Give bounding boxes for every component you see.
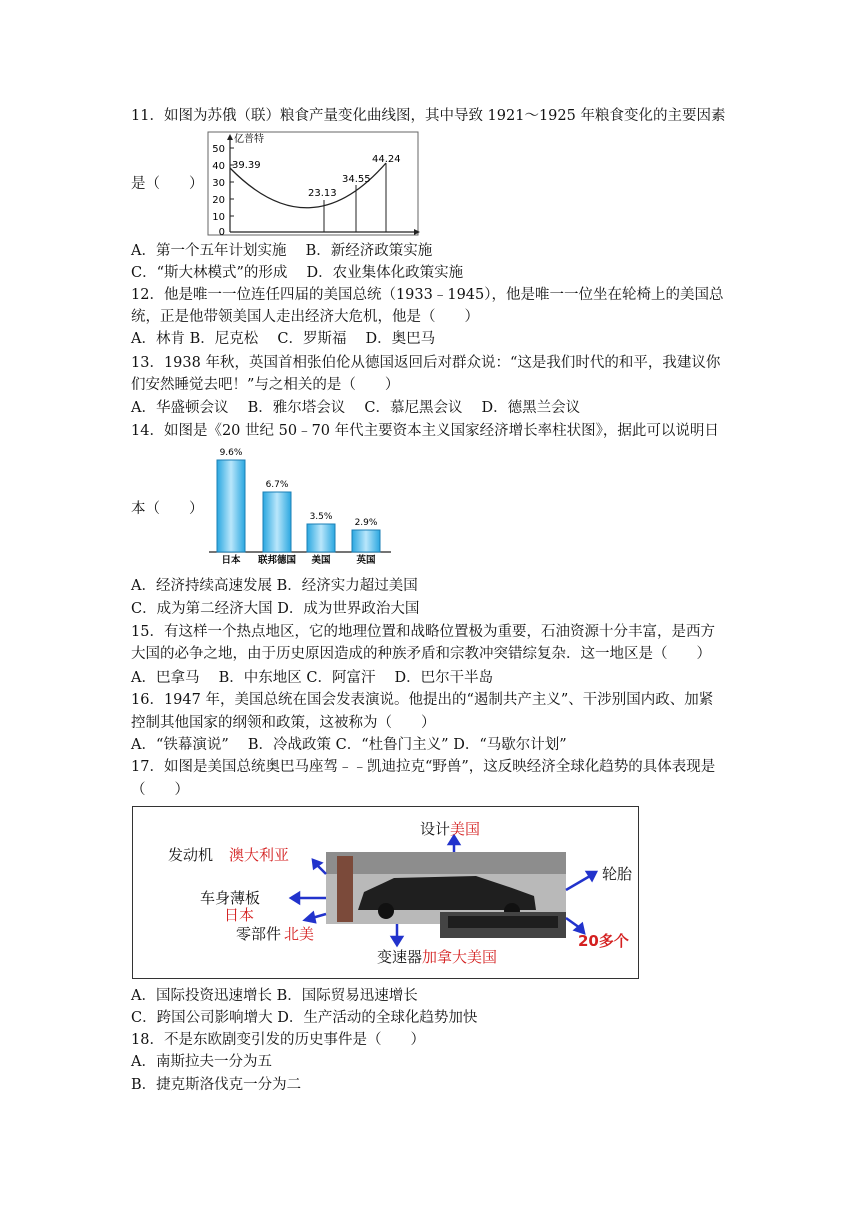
data-label: 44.24 [372, 154, 401, 165]
bar-category-label: 联邦德国 [257, 555, 297, 564]
y-tick: 0 [218, 227, 225, 238]
q14-stem-line1: 14．如图是《20 世纪 50﹣70 年代主要资本主义国家经济增长率柱状图》，据此可以说明日 [131, 423, 719, 439]
bar-japan [217, 460, 245, 552]
bar-category-label: 日本 [221, 555, 241, 564]
grain-output-line-chart [200, 130, 422, 238]
q17-stem-line1: 17．如图是美国总统奥巴马座驾﹣﹣凯迪拉克“野兽”，这反映经济全球化趋势的具体表现是 [131, 759, 716, 775]
q18-stem: 18．不是东欧剧变引发的历史事件是（ ） [131, 1032, 425, 1048]
data-label: 34.55 [342, 174, 371, 185]
data-label: 39.39 [232, 160, 261, 171]
bar-value-label: 9.6% [219, 448, 243, 458]
q11-option-a-b: A．第一个五年计划实施 B．新经济政策实施 [131, 243, 433, 259]
y-tick: 30 [212, 178, 225, 189]
q13-stem-line1: 13．1938 年秋，英国首相张伯伦从德国返回后对群众说：“这是我们时代的和平，我建议你 [131, 355, 721, 371]
q15-stem-line2: 大国的必争之地，由于历史原因造成的种族矛盾和宗教冲突错综复杂．这一地区是（ ） [131, 646, 711, 662]
q14-stem-line2: 本（ ） [131, 501, 204, 517]
q13-options: A．华盛顿会议 B．雅尔塔会议 C．慕尼黑会议 D．德黑兰会议 [131, 400, 581, 416]
q16-stem-line2: 控制其他国家的纲领和政策，这被称为（ ） [131, 715, 436, 731]
bar-uk [352, 530, 380, 552]
q14-option-c-d: C．成为第二经济大国 D．成为世界政治大国 [131, 601, 420, 617]
q13-stem-line2: 们安然睡觉去吧！”与之相关的是（ ） [131, 377, 400, 393]
q18-option-a: A．南斯拉夫一分为五 [131, 1054, 272, 1070]
q18-option-b: B．捷克斯洛伐克一分为二 [131, 1077, 302, 1093]
transmission-place: 加拿大美国 [422, 948, 498, 966]
bar-category-label: 美国 [311, 555, 331, 564]
q16-stem-line1: 16．1947 年，美国总统在国会发表演说。他提出的“遏制共产主义”、干涉别国内政、加紧 [131, 692, 714, 708]
growth-rate-bar-chart [205, 444, 395, 564]
q17-option-c-d: C．跨国公司影响增大 D．生产活动的全球化趋势加快 [131, 1010, 478, 1026]
more-countries-label: 20多个 [578, 932, 629, 950]
y-tick: 40 [212, 161, 225, 172]
q12-options: A．林肯 B．尼克松 C．罗斯福 D．奥巴马 [131, 331, 436, 347]
tire-label: 轮胎 [602, 865, 633, 883]
q11-stem-line1: 11．如图为苏俄（联）粮食产量变化曲线图，其中导致 1921～1925 年粮食变化的主要因素 [131, 108, 726, 124]
q12-stem-line1: 12．他是唯一一位连任四届的美国总统（1933﹣1945），他是唯一一位坐在轮椅上的美国总 [131, 287, 724, 303]
y-tick: 50 [212, 144, 225, 155]
q15-stem-line1: 15．有这样一个热点地区，它的地理位置和战略位置极为重要，石油资源十分丰富，是西方 [131, 624, 715, 640]
bar-value-label: 2.9% [354, 518, 378, 528]
car-globalization-diagram [132, 806, 639, 979]
q15-options: A．巴拿马 B．中东地区 C．阿富汗 D．巴尔干半岛 [131, 670, 494, 686]
q12-stem-line2: 统，正是他带领美国人走出经济大危机，他是（ ） [131, 309, 479, 325]
bar-category-label: 英国 [356, 555, 376, 564]
bar-value-label: 6.7% [265, 480, 289, 490]
transmission-label: 变速器 [377, 948, 423, 966]
q16-options: A．“铁幕演说” B．冷战政策 C．“杜鲁门主义” D．“马歇尔计划” [131, 737, 567, 753]
engine-place: 澳大利亚 [229, 846, 290, 864]
q14-option-a-b: A．经济持续高速发展 B．经济实力超过美国 [131, 578, 418, 594]
engine-label: 发动机 [168, 846, 214, 864]
y-unit: 亿普特 [234, 134, 264, 145]
bar-value-label: 3.5% [309, 512, 333, 522]
q17-stem-line2: （ ） [131, 782, 189, 798]
design-place: 美国 [450, 820, 481, 838]
q11-option-c-d: C．“斯大林模式”的形成 D．农业集体化政策实施 [131, 265, 464, 281]
bar-west-germany [263, 492, 291, 552]
parts-place: 北美 [284, 925, 315, 943]
y-tick: 20 [212, 195, 225, 206]
body-place: 日本 [224, 906, 255, 924]
q11-stem-line2: 是（ ） [131, 176, 204, 192]
parts-label: 零部件 [236, 925, 282, 943]
q17-option-a-b: A．国际投资迅速增长 B．国际贸易迅速增长 [131, 988, 418, 1004]
design-label: 设计 [420, 820, 451, 838]
bar-usa [307, 524, 335, 552]
body-label: 车身薄板 [200, 889, 261, 907]
data-label: 23.13 [308, 188, 337, 199]
y-tick: 10 [212, 212, 225, 223]
